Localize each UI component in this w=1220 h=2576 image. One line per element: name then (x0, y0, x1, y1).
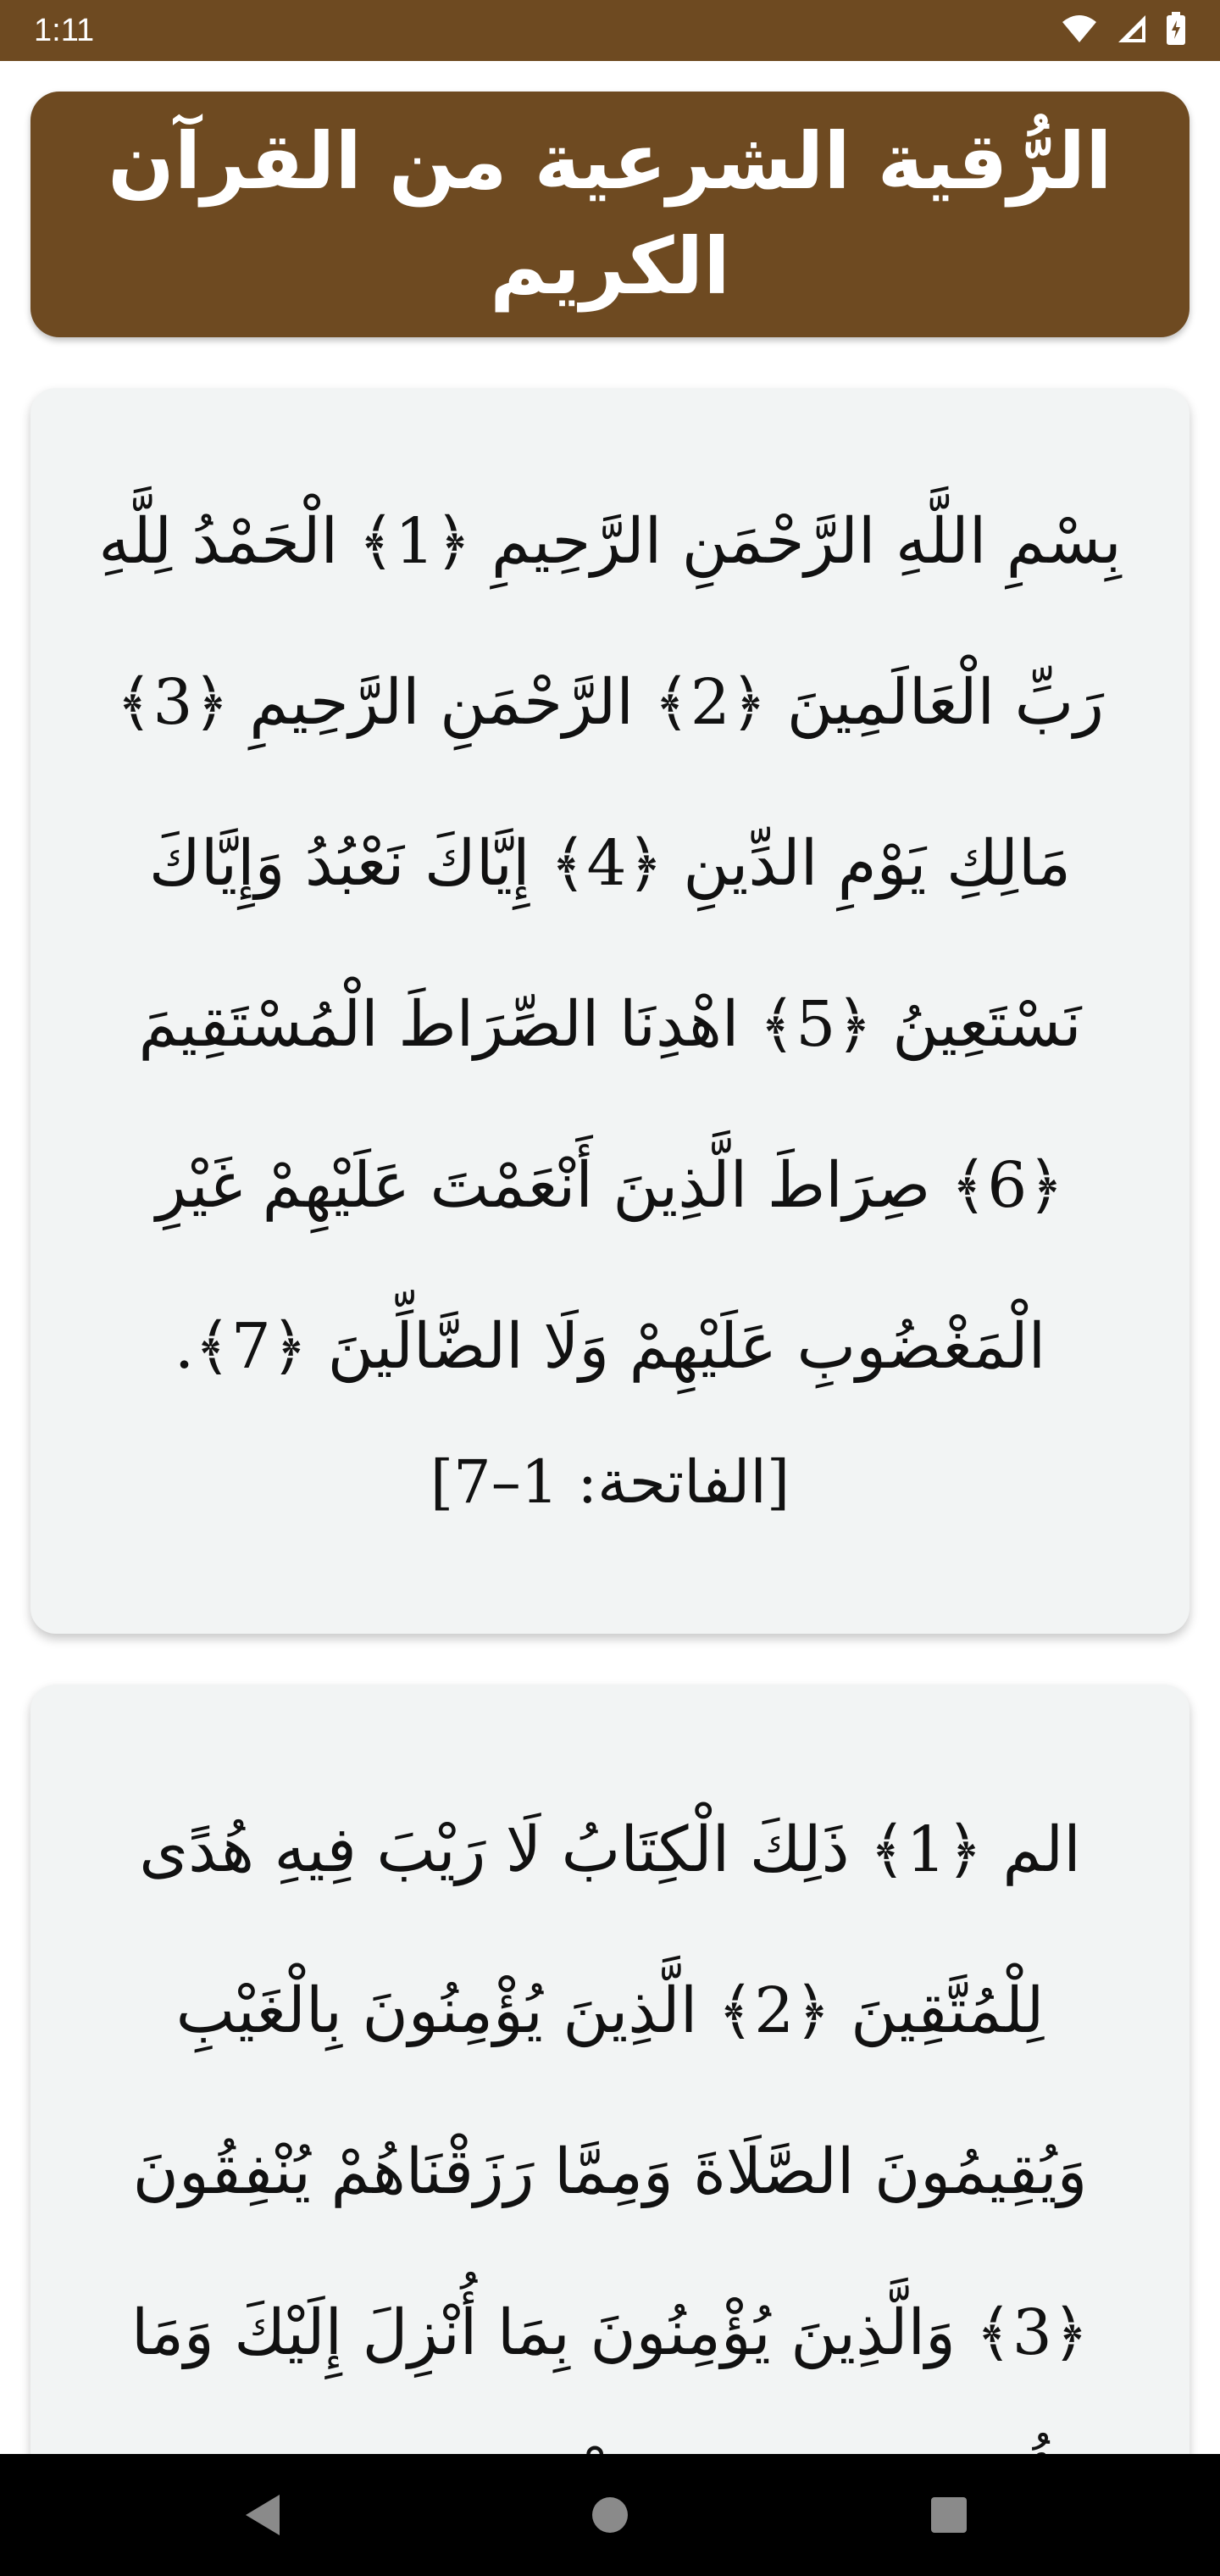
navigation-bar (0, 2454, 1220, 2576)
wifi-icon (1061, 14, 1098, 47)
back-icon (242, 2493, 283, 2537)
signal-icon (1117, 14, 1147, 47)
verse-card-baqarah (30, 1685, 1190, 2576)
home-button[interactable] (585, 2490, 635, 2540)
recents-icon (930, 2496, 968, 2534)
verse-card-fatiha (30, 388, 1190, 1634)
back-button[interactable] (237, 2490, 288, 2540)
verse-reference: [الفاتحة: 1–7] (430, 1447, 790, 1517)
recents-button[interactable] (923, 2490, 974, 2540)
status-icons (1061, 12, 1186, 49)
status-bar (0, 0, 1220, 61)
battery-icon (1166, 12, 1186, 49)
title-banner (30, 92, 1190, 337)
verse-text: الم ﴿1﴾ ذَلِكَ الْكِتَابُ لَا رَيْبَ فِيهِ هُدًى لِلْمُتَّقِينَ ﴿2﴾ الَّذِينَ يُؤْمِنُونَ بِالْغَيْبِ وَيُقِيمُونَ الصَّلَاةَ وَمِمَّا رَزَقْنَاهُمْ يُنْفِقُونَ ﴿3﴾ وَالَّذِينَ يُؤْمِنُونَ بِمَا أُنْزِلَ إِلَيْكَ وَمَا (130, 1813, 1090, 2369)
page-title: الرُّقية الشرعية من القرآن الكريم (108, 116, 1112, 312)
status-time: 1:11 (34, 13, 95, 48)
verse-text: بِسْمِ اللَّهِ الرَّحْمَنِ الرَّحِيمِ ﴿1﴾ الْحَمْدُ لِلَّهِ رَبِّ الْعَالَمِينَ ﴿2﴾ الرَّحْمَنِ الرَّحِيمِ ﴿3﴾ مَالِكِ يَوْمِ الدِّينِ ﴿4﴾ إِيَّاكَ نَعْبُدُ وَإِيَّاكَ نَسْتَعِينُ ﴿5﴾ اهْدِنَا الصِّرَاطَ الْمُسْتَقِيمَ ﴿6﴾ صِرَاطَ الَّذِينَ أَنْعَمْتَ عَلَيْهِمْ غَيْرِ الْمَغْضُوبِ عَلَيْهِمْ وَلَا الضَّالِّينَ ﴿7﴾. (98, 505, 1122, 1383)
home-icon (591, 2496, 629, 2534)
